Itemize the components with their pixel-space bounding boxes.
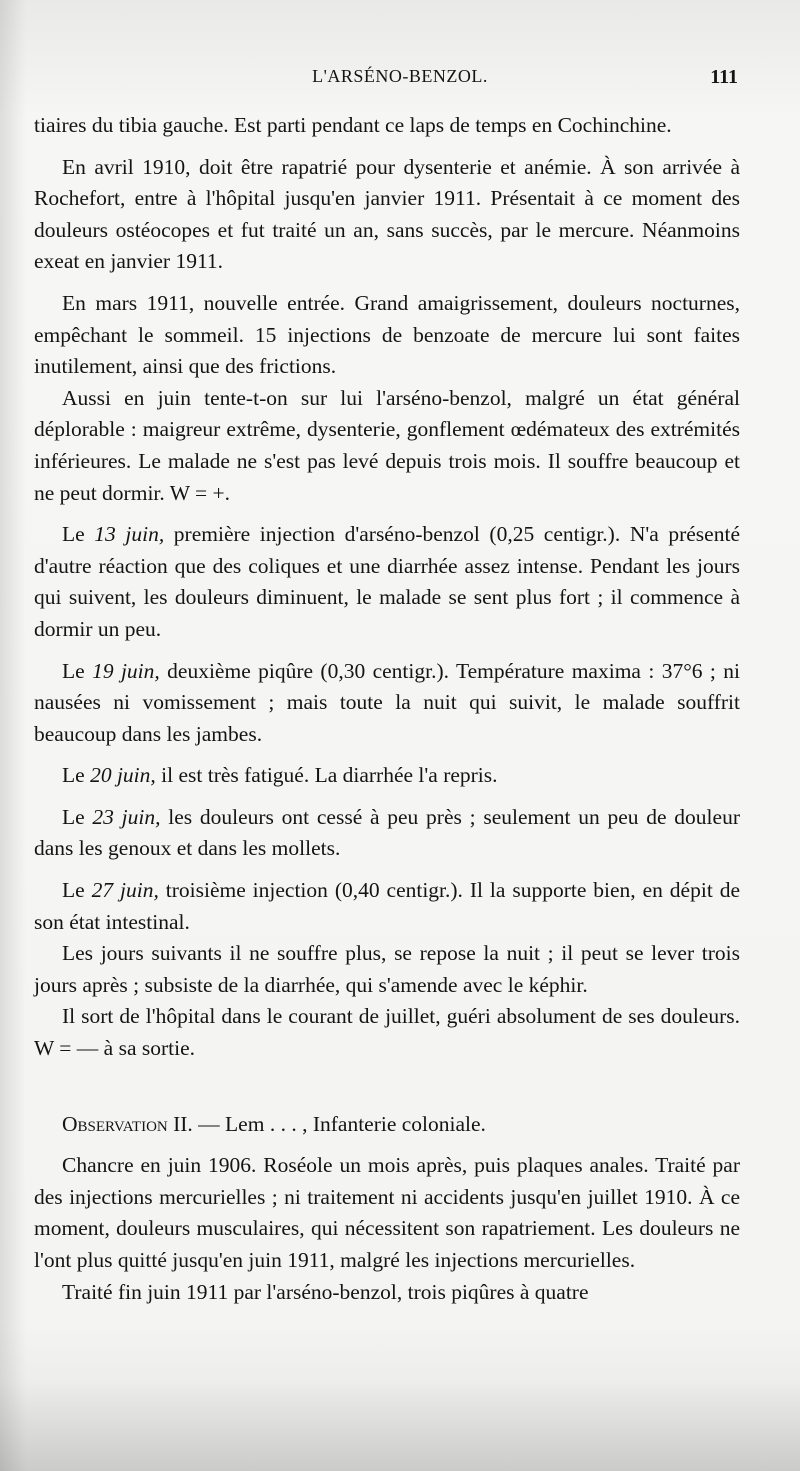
paragraph-3: En mars 1911, nouvelle entrée. Grand amaigrissement, douleurs nocturnes, empêchant le sommeil. 15 injections de benzoate de mercure lui sont faites inutilement, ainsi que des frictions. bbox=[34, 290, 740, 379]
paragraph-1: tiaires du tibia gauche. Est parti pendant ce laps de temps en Cochinchine. bbox=[34, 113, 672, 137]
paragraph-13: Traité fin juin 1911 par l'arséno-benzol, trois piqûres à quatre bbox=[62, 1279, 589, 1304]
page-number: 111 bbox=[710, 66, 738, 88]
paragraph-5-date: 13 juin, bbox=[94, 522, 165, 547]
paragraph-7-lead: Le bbox=[62, 763, 91, 788]
paragraph-9-text: troisième injection (0,40 centigr.). Il la supporte bien, en dépit de son état intestinal. bbox=[34, 878, 740, 934]
paragraph-5 bbox=[34, 519, 740, 645]
paragraph-8-lead: Le bbox=[62, 804, 93, 829]
paragraph-8 bbox=[34, 802, 740, 865]
observation-heading bbox=[34, 1109, 740, 1141]
paragraph-12: Chancre en juin 1906. Roséole un mois après, puis plaques anales. Traité par des injections mercurielles ; ni traitement ni accidents jusqu'en juillet 1910. À ce moment, douleurs musculaires, qui nécessitent son rapatriement. Les douleurs ne l'ont plus quitté jusqu'en juin 1911, malgré les injections mercurielles. bbox=[34, 1153, 740, 1272]
paragraph-7 bbox=[34, 760, 740, 792]
paragraph-9 bbox=[34, 875, 740, 938]
paragraph-6 bbox=[34, 656, 740, 751]
paragraph-6-text: deuxième piqûre (0,30 centigr.). Température maxima : 37°6 ; ni nausées ni vomissement ; mais toute la nuit qui suivit, le malade souffrit beaucoup dans les jambes. bbox=[34, 658, 741, 746]
scan-shadow-bottom bbox=[0, 1381, 800, 1471]
running-title: L'ARSÉNO-BENZOL. bbox=[312, 66, 488, 86]
paragraph-8-date: 23 juin, bbox=[92, 804, 161, 829]
observation-label: Observation bbox=[62, 1111, 168, 1136]
paragraph-7-date: 20 juin, bbox=[90, 763, 156, 788]
paragraph-4: Aussi en juin tente-t-on sur lui l'arséno-benzol, malgré un état général déplorable : maigreur extrême, dysenterie, gonflement œdémateux des extrémités inférieures. Le malade ne s'est pas levé depuis trois mois. Il souffre beaucoup et ne peut dormir. W = +. bbox=[34, 385, 740, 505]
page-body bbox=[34, 110, 740, 1308]
observation-title: II. — Lem . . . , Infanterie coloniale. bbox=[167, 1111, 486, 1136]
paragraph-9-lead: Le bbox=[62, 878, 92, 903]
paragraph-11: Il sort de l'hôpital dans le courant de juillet, guéri absolument de ses douleurs. W = — à sa sortie. bbox=[34, 1004, 740, 1061]
page-header bbox=[62, 66, 738, 96]
paragraph-10: Les jours suivants il ne souffre plus, se repose la nuit ; il peut se lever trois jours après ; subsiste de la diarrhée, qui s'amende avec le képhir. bbox=[34, 941, 740, 997]
paragraph-7-text: il est très fatigué. La diarrhée l'a repris. bbox=[155, 763, 498, 788]
paragraph-6-lead: Le bbox=[62, 658, 93, 683]
paragraph-6-date: 19 juin, bbox=[92, 658, 160, 683]
paragraph-2: En avril 1910, doit être rapatrié pour dysenterie et anémie. À son arrivée à Rochefort, entre à l'hôpital jusqu'en janvier 1911. Présentait à ce moment des douleurs ostéocopes et fut traité un an, sans succès, par le mercure. Néanmoins exeat en janvier 1911. bbox=[34, 154, 740, 274]
paragraph-5-text: première injection d'arséno-benzol (0,25 centigr.). N'a présenté d'autre réaction que des coliques et une diarrhée assez intense. Pendant les jours qui suivent, les douleurs diminuent, le malade se sent plus fort ; il commence à dormir un peu. bbox=[34, 522, 740, 641]
paragraph-9-date: 27 juin, bbox=[91, 878, 159, 903]
paragraph-5-lead: Le bbox=[62, 522, 95, 547]
scan-shadow bbox=[0, 0, 26, 1471]
paragraph-8-text: les douleurs ont cessé à peu près ; seulement un peu de douleur dans les genoux et dans les mollets. bbox=[34, 804, 740, 861]
